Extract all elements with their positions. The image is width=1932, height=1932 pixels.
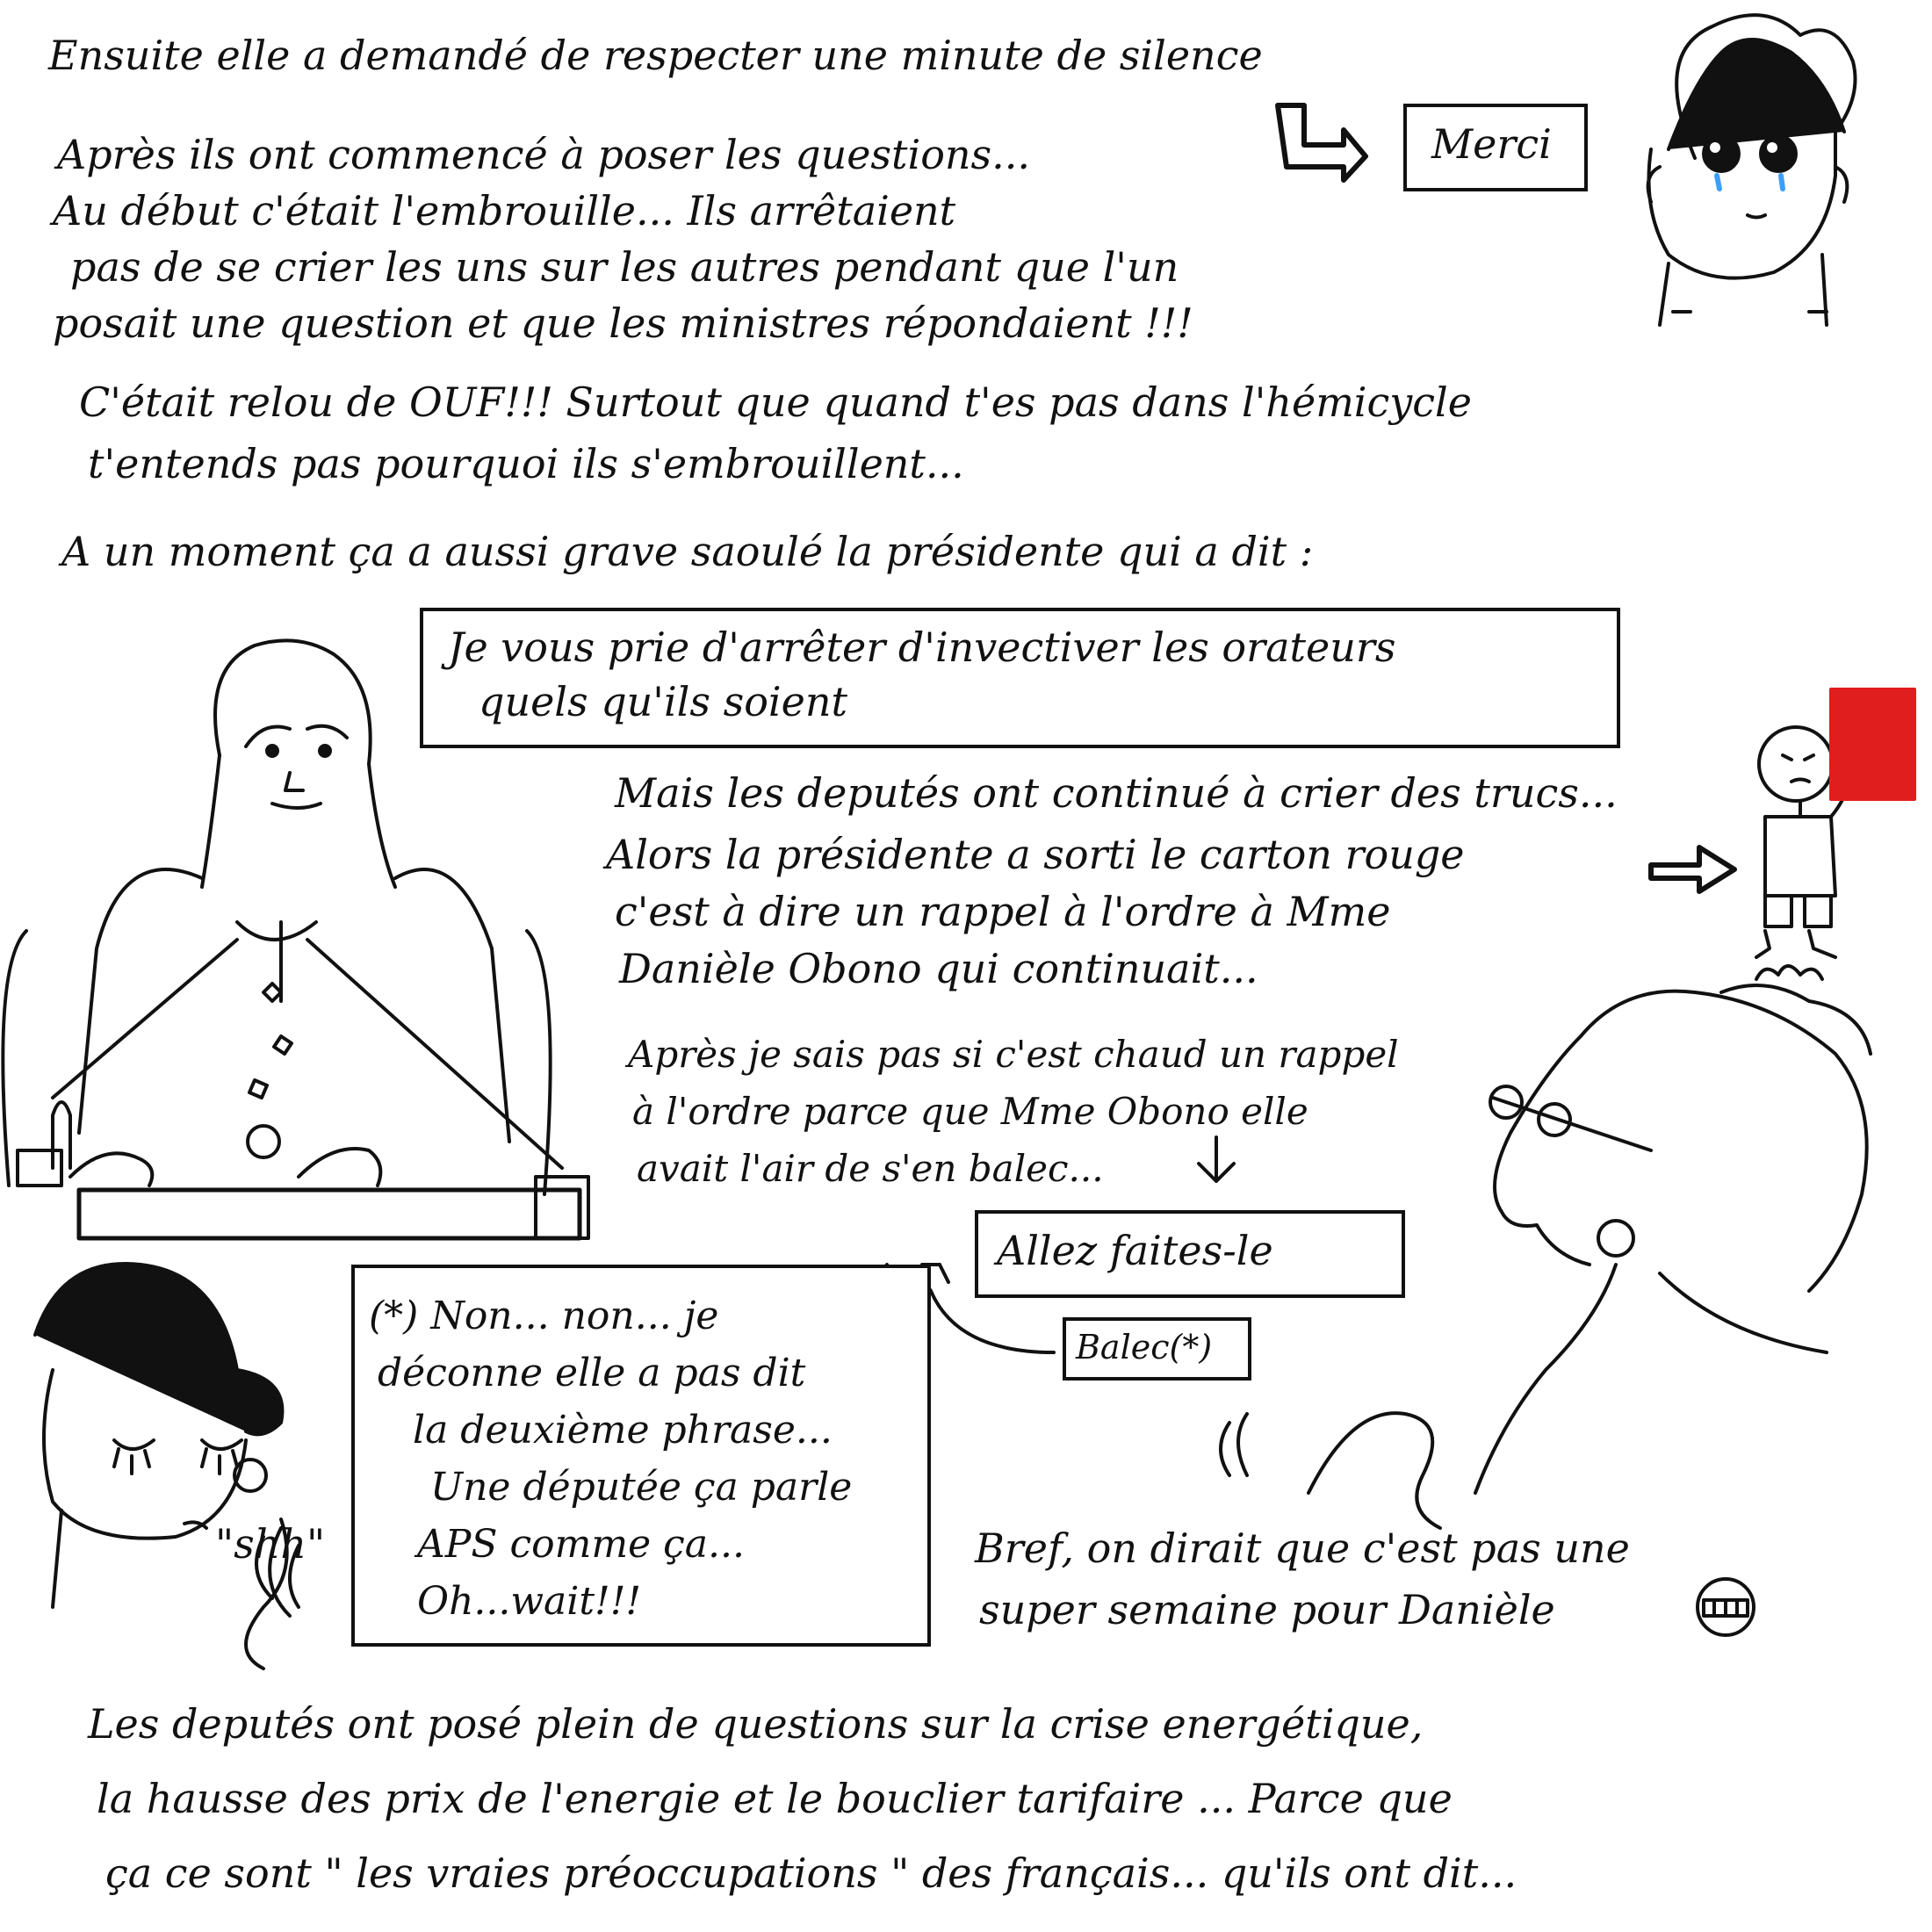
arrow-to-merci (1278, 105, 1366, 180)
president-quote-line: quels qu'ils soient (479, 678, 847, 725)
narrator-bubble-line: la deuxième phrase... (413, 1408, 833, 1453)
arrow-to-referee (1651, 847, 1734, 891)
final-line: Les deputés ont posé plein de questions sur la crise energétique, (88, 1700, 1424, 1748)
narrator-bubble-line: APS comme ça... (417, 1522, 745, 1567)
red-card-line: Mais les deputés ont continué à crier des trucs... (615, 769, 1618, 817)
arrow-down-icon (1199, 1137, 1234, 1181)
president-quote-line: Je vous prie d'arrêter d'invectiver les orateurs (448, 624, 1396, 671)
intro-line-4: A un moment ça a aussi grave saoulé la présidente qui a dit : (61, 528, 1314, 575)
intro-p3-line: C'était relou de OUF!!! Surtout que quand t'es pas dans l'hémicycle (79, 378, 1472, 426)
narrator-bubble-line: Oh...wait!!! (417, 1579, 642, 1624)
bref-line: super semaine pour Danièle (979, 1586, 1555, 1633)
obono-speech-text: Allez faites-le (997, 1227, 1273, 1274)
narrator-crying-illustration (1648, 15, 1856, 325)
obono-line: à l'ordre parce que Mme Obono elle (632, 1090, 1308, 1133)
bref-line: Bref, on dirait que c'est pas une (975, 1525, 1630, 1572)
red-card-line: Danièle Obono qui continuait... (619, 945, 1258, 992)
red-card-line: c'est à dire un rappel à l'ordre à Mme (615, 888, 1391, 935)
grimace-face-icon (1698, 1579, 1754, 1635)
intro-p2-line: pas de se crier les uns sur les autres pendant que l'un (70, 243, 1179, 291)
final-line: ça ce sont " les vraies préoccupations " des français... qu'ils ont dit... (105, 1849, 1517, 1897)
intro-p2-line: posait une question et que les ministres répondaient !!! (53, 299, 1193, 347)
obono-line: Après je sais pas si c'est chaud un rappel (628, 1033, 1399, 1076)
intro-p2-line: Au début c'était l'embrouille... Ils arrêtaient (53, 187, 956, 234)
referee-illustration (1756, 689, 1914, 957)
narrator-bubble-line: Une députée ça parle (430, 1465, 853, 1510)
merci-text: Merci (1431, 120, 1552, 168)
obono-line: avait l'air de s'en balec... (637, 1147, 1104, 1190)
narrator-shh-illustration (35, 1264, 299, 1669)
final-line: la hausse des prix de l'energie et le bouclier tarifaire ... Parce que (97, 1775, 1453, 1822)
red-card-line: Alors la présidente a sorti le carton rouge (606, 831, 1465, 878)
narrator-bubble-line: (*) Non... non... je (369, 1294, 719, 1338)
narrator-bubble-line: déconne elle a pas dit (378, 1351, 806, 1395)
balec-note-text: Balec(*) (1076, 1328, 1213, 1366)
narrator-shh-label: "shh" (215, 1520, 326, 1568)
intro-line-1: Ensuite elle a demandé de respecter une minute de silence (48, 32, 1263, 79)
intro-p2-line: Après ils ont commencé à poser les questions... (57, 131, 1031, 178)
intro-p3-line: t'entends pas pourquoi ils s'embrouillent... (88, 440, 964, 487)
